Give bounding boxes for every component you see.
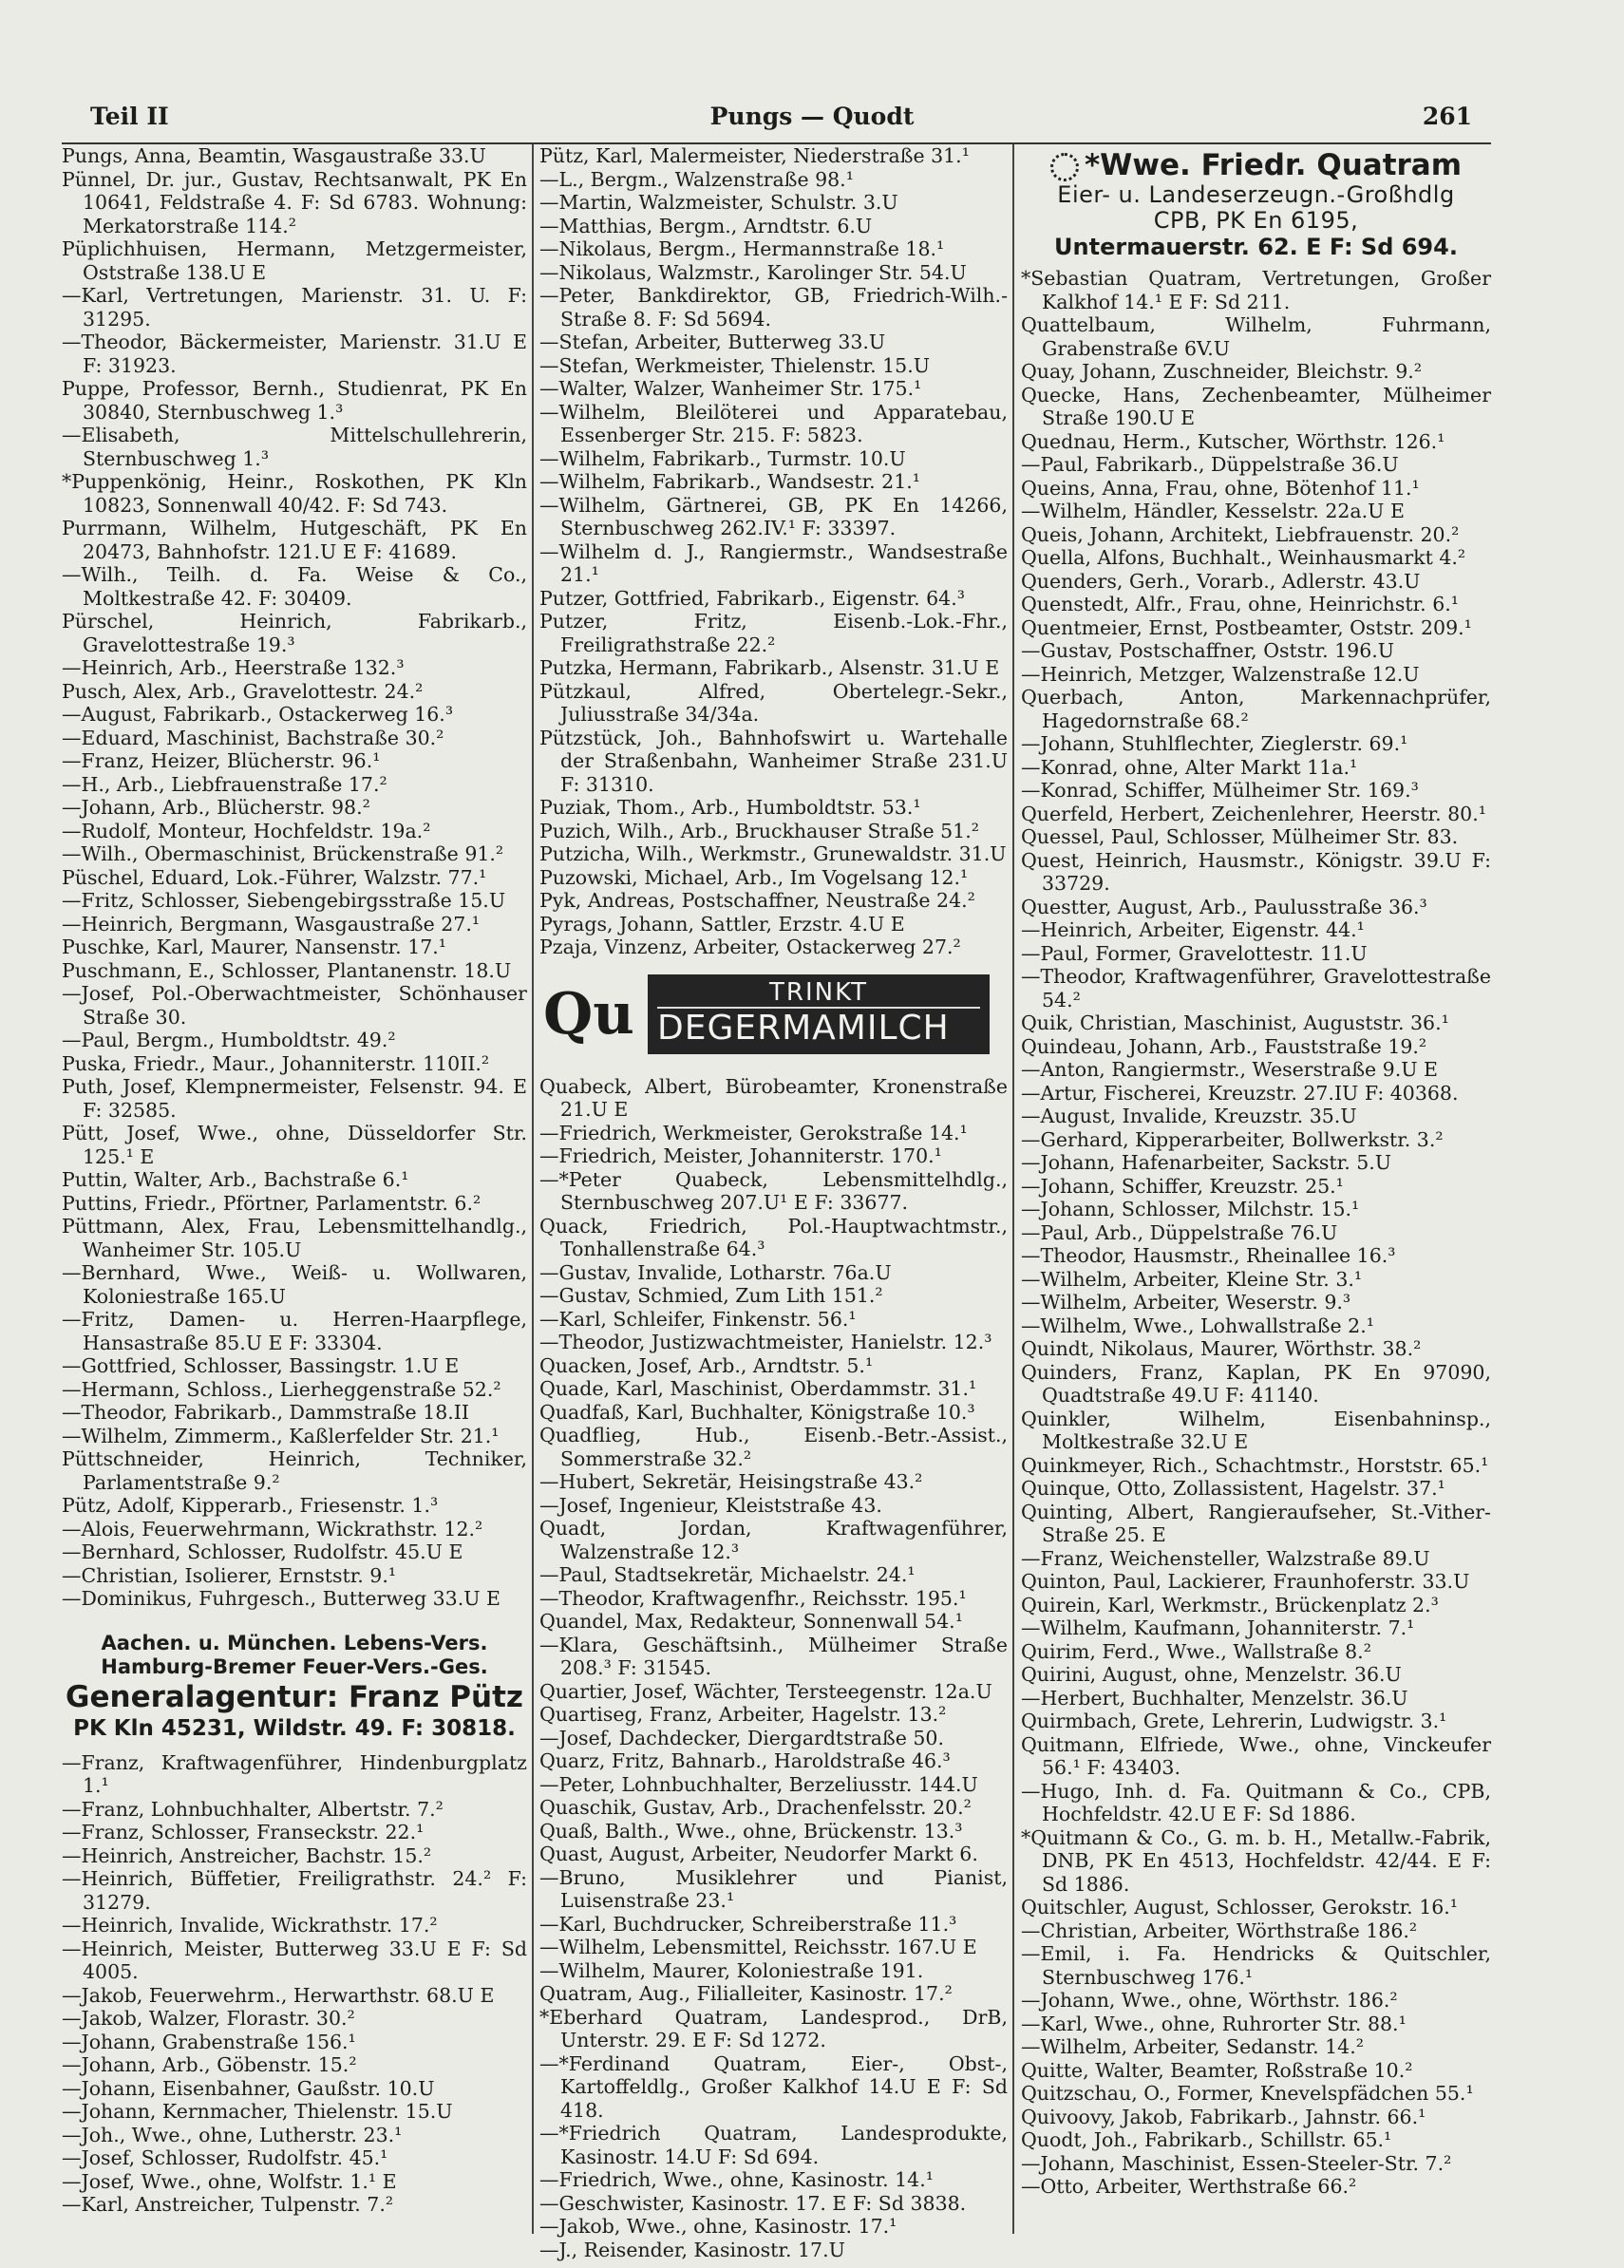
page-range-title: Pungs — Quodt bbox=[709, 103, 915, 130]
directory-entry: —Paul, Fabrikarb., Düppelstraße 36.U bbox=[1021, 453, 1399, 476]
directory-entry: Quitte, Walter, Beamter, Roßstraße 10.² bbox=[1021, 2058, 1413, 2082]
directory-entry: Puzowski, Michael, Arb., Im Vogelsang 12.¹ bbox=[539, 865, 969, 889]
directory-entry: Puttins, Friedr., Pförtner, Parlamentstr. 6.² bbox=[62, 1191, 482, 1215]
ad-title bbox=[1021, 148, 1491, 182]
column-3 bbox=[1021, 144, 1491, 2234]
directory-entry: —Paul, Former, Gravelottestr. 11.U bbox=[1021, 941, 1368, 965]
directory-entry: —Wilh., Obermaschinist, Brückenstraße 91.² bbox=[62, 842, 504, 865]
directory-entry: —Eduard, Maschinist, Bachstraße 30.² bbox=[62, 726, 444, 749]
directory-entry: Quitmann, Elfriede, Wwe., ohne, Vinckeufer 56.¹ F: 43403. bbox=[1021, 1732, 1491, 1779]
column-divider bbox=[1012, 144, 1014, 2234]
directory-entry: Quaschik, Gustav, Arb., Drachenfelsstr. 20.² bbox=[539, 1796, 972, 1819]
directory-entry: —Karl, Anstreicher, Tulpenstr. 7.² bbox=[62, 2193, 394, 2216]
directory-entry: Quinkmeyer, Rich., Schachtmstr., Horststr. 65.¹ bbox=[1021, 1453, 1489, 1477]
directory-entry: —Johann, Wwe., ohne, Wörthstr. 186.² bbox=[1021, 1989, 1398, 2012]
part-label: Teil II bbox=[90, 103, 169, 130]
directory-entry: —Wilhelm, Zimmerm., Kaßlerfelder Str. 21.¹ bbox=[62, 1424, 500, 1447]
directory-entry: Püplichhuisen, Hermann, Metzgermeister, Oststraße 138.U E bbox=[62, 237, 527, 284]
directory-entry: Quivoovy, Jakob, Fabrikarb., Jahnstr. 66.¹ bbox=[1021, 2105, 1426, 2128]
directory-entry: —Anton, Rangiermstr., Weserstraße 9.U E bbox=[1021, 1058, 1438, 1081]
directory-entry: Puth, Josef, Klempnermeister, Felsenstr. 94. E F: 32585. bbox=[62, 1075, 527, 1122]
directory-entry: —Paul, Arb., Düppelstraße 76.U bbox=[1021, 1220, 1338, 1244]
directory-entry: —Peter, Lohnbuchhalter, Berzeliusstr. 144.U bbox=[539, 1772, 978, 1796]
directory-entry: —Wilhelm, Maurer, Koloniestraße 191. bbox=[539, 1958, 924, 1982]
directory-entry: —Paul, Stadtsekretär, Michaelstr. 24.¹ bbox=[539, 1563, 916, 1586]
entry-list bbox=[1021, 267, 1491, 2199]
directory-entry: —Martin, Walzmeister, Schulstr. 3.U bbox=[539, 191, 898, 214]
directory-entry: —Heinrich, Anstreicher, Bachstr. 15.² bbox=[62, 1843, 432, 1867]
directory-entry: Quenders, Gerh., Vorarb., Adlerstr. 43.U bbox=[1021, 569, 1421, 593]
directory-entry: Pützstück, Joh., Bahnhofswirt u. Wartehalle der Straßenbahn, Wanheimer Straße 231.U F: 31310. bbox=[539, 726, 1008, 796]
trademark-ring-icon bbox=[1050, 153, 1079, 181]
directory-entry: Quartiseg, Franz, Arbeiter, Hagelstr. 13.² bbox=[539, 1703, 947, 1726]
directory-entry: —Heinrich, Arb., Heerstraße 132.³ bbox=[62, 656, 405, 679]
directory-entry: —Johann, Eisenbahner, Gaußstr. 10.U bbox=[62, 2076, 435, 2100]
column-1 bbox=[62, 144, 527, 2234]
directory-entry: —Heinrich, Invalide, Wickrathstr. 17.² bbox=[62, 1914, 438, 1937]
directory-entry: —Johann, Schiffer, Kreuzstr. 25.¹ bbox=[1021, 1174, 1344, 1198]
directory-entry: —Wilhelm, Arbeiter, Kleine Str. 3.¹ bbox=[1021, 1267, 1363, 1291]
directory-entry: Quenstedt, Alfr., Frau, ohne, Heinrichstr. 6.¹ bbox=[1021, 593, 1459, 615]
directory-entry: Pusch, Alex, Arb., Gravelottestr. 24.² bbox=[62, 679, 424, 703]
directory-entry: Quay, Johann, Zuschneider, Bleichstr. 9.² bbox=[1021, 360, 1423, 383]
directory-entry: —Friedrich, Meister, Johanniterstr. 170.¹ bbox=[539, 1144, 942, 1167]
directory-entry: —Fritz, Damen- u. Herren-Haarpflege, Hansastraße 85.U E F: 33304. bbox=[62, 1308, 527, 1354]
directory-entry: Puttin, Walter, Arb., Bachstraße 6.¹ bbox=[62, 1168, 409, 1191]
directory-entry: Püttmann, Alex, Frau, Lebensmittelhandlg., Wanheimer Str. 105.U bbox=[62, 1215, 527, 1261]
directory-entry: Pütz, Karl, Malermeister, Niederstraße 31.¹ bbox=[539, 144, 970, 167]
directory-entry: —Wilhelm, Fabrikarb., Wandsestr. 21.¹ bbox=[539, 470, 920, 493]
directory-entry: Puppe, Professor, Bernh., Studienrat, PK En 30840, Sternbuschweg 1.³ bbox=[62, 377, 527, 424]
directory-entry: Quartier, Josef, Wächter, Tersteegenstr. 12a.U bbox=[539, 1679, 992, 1703]
directory-entry: —Gerhard, Kipperarbeiter, Bollwerkstr. 3.² bbox=[1021, 1127, 1444, 1151]
quatram-advertisement bbox=[1021, 148, 1491, 261]
directory-entry: Quatram, Aug., Filialleiter, Kasinostr. 17.² bbox=[539, 1982, 953, 2005]
directory-entry: —Hubert, Sekretär, Heisingstraße 43.² bbox=[539, 1470, 923, 1493]
directory-entry: —Gustav, Postschaffner, Oststr. 196.U bbox=[1021, 639, 1395, 662]
directory-entry: —Johann, Kernmacher, Thielenstr. 15.U bbox=[62, 2100, 453, 2123]
directory-entry: —*Peter Quabeck, Lebensmittelhdlg., Sternbuschweg 207.U¹ E F: 33677. bbox=[539, 1167, 1008, 1214]
directory-entry: —Josef, Schlosser, Rudolfstr. 45.¹ bbox=[62, 2146, 388, 2169]
directory-entry: Questter, August, Arb., Paulusstraße 36.³ bbox=[1021, 895, 1427, 918]
ad-address: PK Kln 45231, Wildstr. 49. F: 30818. bbox=[73, 1715, 516, 1741]
directory-entry: —Franz, Kraftwagenführer, Hindenburgplatz 1.¹ bbox=[62, 1750, 527, 1797]
directory-entry: —*Ferdinand Quatram, Eier-, Obst-, Kartoffeldlg., Großer Kalkhof 14.U E F: Sd 418. bbox=[539, 2051, 1008, 2122]
directory-entry: —Johann, Arb., Göbenstr. 15.² bbox=[62, 2053, 357, 2076]
directory-entry: Putzicha, Wilh., Werkmstr., Grunewaldstr. 31.U bbox=[539, 842, 1007, 865]
directory-entry: Quandel, Max, Redakteur, Sonnenwall 54.¹ bbox=[539, 1610, 963, 1633]
column-divider bbox=[532, 144, 534, 2234]
ad-title-text: *Wwe. Friedr. Quatram bbox=[1084, 148, 1463, 182]
directory-entry: Putzer, Gottfried, Fabrikarb., Eigenstr. 64.³ bbox=[539, 586, 965, 610]
section-heading-qu bbox=[539, 967, 1008, 1062]
directory-entry: Pünnel, Dr. jur., Gustav, Rechtsanwalt, PK En 10641, Feldstraße 4. F: Sd 6783. Wohnung: Merkatorstraße 114.² bbox=[62, 167, 527, 237]
directory-entry: —Bernhard, Wwe., Weiß- u. Wollwaren, Koloniestraße 165.U bbox=[62, 1261, 527, 1308]
directory-entry: Putzka, Hermann, Fabrikarb., Alsenstr. 31.U E bbox=[539, 656, 1000, 679]
directory-entry: —Theodor, Fabrikarb., Dammstraße 18.II bbox=[62, 1401, 469, 1424]
directory-entry: —Theodor, Kraftwagenführer, Gravelottestraße 54.² bbox=[1021, 965, 1491, 1011]
directory-entry: Quessel, Paul, Schlosser, Mülheimer Str. 83. bbox=[1021, 825, 1459, 848]
directory-entry: —Nikolaus, Bergm., Hermannstraße 18.¹ bbox=[539, 237, 945, 260]
directory-entry: Quednau, Herm., Kutscher, Wörthstr. 126.¹ bbox=[1021, 429, 1445, 453]
directory-entry: Quadfaß, Karl, Buchhalter, Königstraße 10.³ bbox=[539, 1400, 975, 1424]
directory-entry: —Peter, Bankdirektor, GB, Friedrich-Wilh.-Straße 8. F: Sd 5694. bbox=[539, 284, 1008, 331]
directory-entry: Pütz, Adolf, Kipperarb., Friesenstr. 1.³ bbox=[62, 1494, 439, 1517]
directory-entry: Puschke, Karl, Maurer, Nansenstr. 17.¹ bbox=[62, 936, 447, 958]
directory-entry: Quinting, Albert, Rangieraufseher, St.-Vither-Straße 25. E bbox=[1021, 1500, 1491, 1546]
directory-entry: Queins, Anna, Frau, ohne, Bötenhof 11.¹ bbox=[1021, 476, 1420, 500]
insurance-advertisement bbox=[62, 1632, 527, 1742]
directory-entry: Querfeld, Herbert, Zeichenlehrer, Heerstr. 80.¹ bbox=[1021, 802, 1486, 825]
directory-entry: —Hugo, Inh. d. Fa. Quitmann & Co., CPB, Hochfeldstr. 42.U E F: Sd 1886. bbox=[1021, 1779, 1491, 1825]
directory-entry: Puschmann, E., Schlosser, Plantanenstr. 18.U bbox=[62, 958, 512, 982]
directory-entry: *Quitmann & Co., G. m. b. H., Metallw.-Fabrik, DNB, PK En 4513, Hochfeldstr. 42/44. E F: Sd 1886. bbox=[1021, 1825, 1491, 1896]
directory-entry: Quindt, Nikolaus, Maurer, Wörthstr. 38.² bbox=[1021, 1337, 1422, 1360]
ad-brand: DEGERMAMILCH bbox=[657, 1007, 980, 1049]
page-number: 261 bbox=[1422, 103, 1472, 130]
directory-entry: —Heinrich, Büffetier, Freiligrathstr. 24.² F: 31279. bbox=[62, 1867, 527, 1914]
directory-entry: —Jakob, Feuerwehrm., Herwarthstr. 68.U E bbox=[62, 1983, 495, 2007]
directory-entry: Quabeck, Albert, Bürobeamter, Kronenstraße 21.U E bbox=[539, 1074, 1008, 1121]
directory-entry: Quaß, Balth., Wwe., ohne, Brückenstr. 13.³ bbox=[539, 1819, 963, 1843]
directory-entry: Quacken, Josef, Arb., Arndtstr. 5.¹ bbox=[539, 1353, 874, 1377]
ad-headline: Generalagentur: Franz Pütz bbox=[66, 1679, 523, 1714]
directory-entry: Purrmann, Wilhelm, Hutgeschäft, PK En 20473, Bahnhofstr. 121.U E F: 41689. bbox=[62, 517, 527, 563]
directory-entry: —Heinrich, Arbeiter, Eigenstr. 44.¹ bbox=[1021, 918, 1365, 941]
directory-entry: Pyk, Andreas, Postschaffner, Neustraße 24.² bbox=[539, 889, 975, 912]
ad-address: Untermauerstr. 62. E F: Sd 694. bbox=[1054, 234, 1458, 260]
directory-entry: —Gustav, Invalide, Lotharstr. 76a.U bbox=[539, 1260, 892, 1284]
directory-entry: —Gustav, Schmied, Zum Lith 151.² bbox=[539, 1284, 883, 1307]
directory-entry: Püschel, Eduard, Lok.-Führer, Walzstr. 77.¹ bbox=[62, 865, 487, 889]
directory-entry: Puzich, Wilh., Arb., Bruckhauser Straße 51.² bbox=[539, 819, 979, 842]
directory-entry: Pzaja, Vinzenz, Arbeiter, Ostackerweg 27.² bbox=[539, 936, 961, 958]
directory-entry: *Puppenkönig, Heinr., Roskothen, PK Kln 10823, Sonnenwall 40/42. F: Sd 743. bbox=[62, 470, 527, 517]
directory-entry: —Gottfried, Schlosser, Bassingstr. 1.U E bbox=[62, 1354, 460, 1377]
directory-entry: —Franz, Lohnbuchhalter, Albertstr. 7.² bbox=[62, 1797, 444, 1821]
directory-entry: —Nikolaus, Walzmstr., Karolinger Str. 54.U bbox=[539, 260, 967, 284]
entry-list bbox=[539, 1075, 1008, 2262]
milk-advertisement bbox=[648, 974, 990, 1054]
directory-entry: —Johann, Schlosser, Milchstr. 15.¹ bbox=[1021, 1198, 1360, 1220]
directory-entry: Queis, Johann, Architekt, Liebfrauenstr. 20.² bbox=[1021, 522, 1460, 546]
entry-list bbox=[539, 144, 1008, 959]
directory-entry: —Wilhelm, Lebensmittel, Reichsstr. 167.U E bbox=[539, 1936, 977, 1958]
directory-entry: —Wilhelm, Händler, Kesselstr. 22a.U E bbox=[1021, 500, 1405, 522]
directory-entry: Querbach, Anton, Markennachprüfer, Hagedornstraße 68.² bbox=[1021, 686, 1491, 732]
directory-entry: —Wilhelm, Arbeiter, Sedanstr. 14.² bbox=[1021, 2035, 1364, 2058]
directory-entry: —Wilh., Teilh. d. Fa. Weise & Co., Moltkestraße 42. F: 30409. bbox=[62, 563, 527, 610]
directory-entry: —Emil, i. Fa. Hendricks & Quitschler, Sternbuschweg 176.¹ bbox=[1021, 1942, 1491, 1989]
ad-line: Eier- u. Landeserzeugn.-Großhdlg bbox=[1057, 181, 1455, 208]
directory-entry: Quast, August, Arbeiter, Neudorfer Markt 6. bbox=[539, 1843, 978, 1865]
directory-entry: Quentmeier, Ernst, Postbeamter, Oststr. 209.¹ bbox=[1021, 615, 1472, 639]
directory-entry: —Theodor, Kraftwagenfhr., Reichsstr. 195.¹ bbox=[539, 1586, 967, 1610]
directory-entry: —Bruno, Musiklehrer und Pianist, Luisenstraße 23.¹ bbox=[539, 1865, 1008, 1912]
directory-entry: —Bernhard, Schlosser, Rudolfstr. 45.U E bbox=[62, 1540, 463, 1563]
directory-entry: —Heinrich, Meister, Butterweg 33.U E F: Sd 4005. bbox=[62, 1937, 527, 1983]
directory-entry: —Johann, Maschinist, Essen-Steeler-Str. 7.² bbox=[1021, 2151, 1452, 2175]
directory-entry: Quarz, Fritz, Bahnarb., Haroldstraße 46.³ bbox=[539, 1749, 951, 1772]
directory-entry: —Wilhelm d. J., Rangiermstr., Wandsestraße 21.¹ bbox=[539, 539, 1008, 586]
directory-entry: Pungs, Anna, Beamtin, Wasgaustraße 33.U bbox=[62, 144, 486, 167]
directory-entry: Pütt, Josef, Wwe., ohne, Düsseldorfer Str. 125.¹ E bbox=[62, 1122, 527, 1168]
directory-entry: *Sebastian Quatram, Vertretungen, Großer Kalkhof 14.¹ E F: Sd 211. bbox=[1021, 267, 1491, 313]
directory-entry: Quella, Alfons, Buchhalt., Weinhausmarkt 4.² bbox=[1021, 546, 1466, 569]
directory-entry: —Karl, Wwe., ohne, Ruhrorter Str. 88.¹ bbox=[1021, 2012, 1407, 2035]
directory-entry: *Eberhard Quatram, Landesprod., DrB, Unterstr. 29. E F: Sd 1272. bbox=[539, 2005, 1008, 2051]
directory-entry: —Franz, Weichensteller, Walzstraße 89.U bbox=[1021, 1546, 1430, 1570]
directory-entry: —Theodor, Justizwachtmeister, Hanielstr. 12.³ bbox=[539, 1331, 992, 1353]
directory-entry: —Stefan, Werkmeister, Thielenstr. 15.U bbox=[539, 353, 930, 377]
directory-entry: —Karl, Schleifer, Finkenstr. 56.¹ bbox=[539, 1307, 857, 1331]
directory-entry: Pürschel, Heinrich, Fabrikarb., Gravelottestraße 19.³ bbox=[62, 610, 527, 656]
directory-entry: —Walter, Walzer, Wanheimer Str. 175.¹ bbox=[539, 377, 922, 400]
directory-entry: —Christian, Arbeiter, Wörthstraße 186.² bbox=[1021, 1918, 1418, 1942]
directory-entry: —Josef, Pol.-Oberwachtmeister, Schönhauser Straße 30. bbox=[62, 982, 527, 1029]
directory-entry: Quest, Heinrich, Hausmstr., Königstr. 39.U F: 33729. bbox=[1021, 848, 1491, 895]
directory-entry: Quadt, Jordan, Kraftwagenführer, Walzenstraße 12.³ bbox=[539, 1517, 1008, 1563]
directory-entry: Quinders, Franz, Kaplan, PK En 97090, Quadtstraße 49.U F: 41140. bbox=[1021, 1360, 1491, 1407]
directory-entry: Quirein, Karl, Werkmstr., Brückenplatz 2.³ bbox=[1021, 1593, 1439, 1616]
directory-entry: Quitzschau, O., Former, Knevelspfädchen 55.¹ bbox=[1021, 2082, 1474, 2105]
directory-entry: Quattelbaum, Wilhelm, Fuhrmann, Grabenstraße 6V.U bbox=[1021, 313, 1491, 360]
column-2 bbox=[539, 144, 1008, 2261]
directory-entry: —Christian, Isolierer, Ernststr. 9.¹ bbox=[62, 1563, 397, 1587]
directory-entry: —August, Fabrikarb., Ostackerweg 16.³ bbox=[62, 703, 454, 726]
directory-entry: —Geschwister, Kasinostr. 17. E F: Sd 3838. bbox=[539, 2191, 967, 2215]
directory-entry: —Dominikus, Fuhrgesch., Butterweg 33.U E bbox=[62, 1587, 501, 1610]
directory-entry: —Fritz, Schlosser, Siebengebirgsstraße 15.U bbox=[62, 889, 506, 912]
directory-entry: Quirmbach, Grete, Lehrerin, Ludwigstr. 3.¹ bbox=[1021, 1710, 1447, 1732]
directory-entry: —Karl, Buchdrucker, Schreiberstraße 11.³ bbox=[539, 1912, 957, 1936]
directory-entry: —Heinrich, Metzger, Walzenstraße 12.U bbox=[1021, 662, 1420, 686]
directory-entry: Quindeau, Johann, Arb., Fauststraße 19.² bbox=[1021, 1034, 1427, 1058]
directory-entry: Quitschler, August, Schlosser, Gerokstr. 16.¹ bbox=[1021, 1896, 1459, 1918]
directory-entry: Quik, Christian, Maschinist, Auguststr. 36.¹ bbox=[1021, 1011, 1449, 1034]
directory-entry: Puziak, Thom., Arb., Humboldtstr. 53.¹ bbox=[539, 796, 921, 819]
directory-entry: —Josef, Ingenieur, Kleiststraße 43. bbox=[539, 1493, 882, 1517]
ad-line: CPB, PK En 6195, bbox=[1153, 207, 1359, 234]
directory-entry: —Wilhelm, Kaufmann, Johanniterstr. 7.¹ bbox=[1021, 1616, 1415, 1639]
ad-line: Aachen. u. München. Lebens-Vers. bbox=[101, 1631, 488, 1654]
section-letters: Qu bbox=[543, 980, 634, 1048]
directory-entry: Quirini, August, ohne, Menzelstr. 36.U bbox=[1021, 1663, 1402, 1686]
directory-entry: —August, Invalide, Kreuzstr. 35.U bbox=[1021, 1105, 1357, 1127]
directory-entry: —Jakob, Walzer, Florastr. 30.² bbox=[62, 2007, 355, 2030]
directory-entry: —Hermann, Schloss., Lierheggenstraße 52.² bbox=[62, 1377, 501, 1401]
directory-entry: —Franz, Schlosser, Franseckstr. 22.¹ bbox=[62, 1821, 425, 1843]
directory-entry: —Heinrich, Bergmann, Wasgaustraße 27.¹ bbox=[62, 912, 481, 936]
directory-entry: —Wilhelm, Gärtnerei, GB, PK En 14266, Sternbuschweg 262.IV.¹ F: 33397. bbox=[539, 493, 1008, 539]
directory-entry: —Paul, Bergm., Humboldtstr. 49.² bbox=[62, 1029, 396, 1051]
directory-entry: —Johann, Stuhlflechter, Zieglerstr. 69.¹ bbox=[1021, 732, 1408, 755]
directory-entry: —Alois, Feuerwehrmann, Wickrathstr. 12.² bbox=[62, 1517, 483, 1540]
directory-entry: —Konrad, Schiffer, Mülheimer Str. 169.³ bbox=[1021, 779, 1419, 802]
directory-entry: —Johann, Arb., Blücherstr. 98.² bbox=[62, 796, 370, 819]
directory-entry: Quade, Karl, Maschinist, Oberdammstr. 31.¹ bbox=[539, 1377, 977, 1400]
directory-entry: —J., Reisender, Kasinostr. 17.U bbox=[539, 2238, 845, 2261]
directory-entry: —Herbert, Buchhalter, Menzelstr. 36.U bbox=[1021, 1686, 1408, 1710]
entry-list bbox=[62, 1751, 527, 2217]
directory-entry: —Jakob, Wwe., ohne, Kasinostr. 17.¹ bbox=[539, 2215, 897, 2238]
directory-entry: Quodt, Joh., Fabrikarb., Schillstr. 65.¹ bbox=[1021, 2128, 1392, 2151]
directory-entry: —Theodor, Bäckermeister, Marienstr. 31.U E F: 31923. bbox=[62, 331, 527, 377]
directory-entry: —Otto, Arbeiter, Werthstraße 66.² bbox=[1021, 2175, 1357, 2198]
directory-entry: —Wilhelm, Arbeiter, Weserstr. 9.³ bbox=[1021, 1291, 1351, 1314]
directory-entry: —Franz, Heizer, Blücherstr. 96.¹ bbox=[62, 749, 381, 772]
directory-entry: —Rudolf, Monteur, Hochfeldstr. 19a.² bbox=[62, 819, 431, 842]
directory-entry: Quinkler, Wilhelm, Eisenbahninsp., Moltkestraße 32.U E bbox=[1021, 1407, 1491, 1453]
directory-entry: Pützkaul, Alfred, Obertelegr.-Sekr., Juliusstraße 34/34a. bbox=[539, 679, 1008, 726]
directory-entry: —Matthias, Bergm., Arndtstr. 6.U bbox=[539, 214, 873, 237]
directory-entry: Pyrags, Johann, Sattler, Erzstr. 4.U E bbox=[539, 912, 905, 936]
directory-entry: —H., Arb., Liebfrauenstraße 17.² bbox=[62, 772, 387, 796]
directory-entry: —Josef, Wwe., ohne, Wolfstr. 1.¹ E bbox=[62, 2169, 397, 2193]
directory-entry: —Friedrich, Wwe., ohne, Kasinostr. 14.¹ bbox=[539, 2168, 934, 2191]
directory-entry: Quinton, Paul, Lackierer, Fraunhoferstr. 33.U bbox=[1021, 1570, 1470, 1593]
directory-entry: —Wilhelm, Wwe., Lohwallstraße 2.¹ bbox=[1021, 1314, 1374, 1337]
directory-entry: Puska, Friedr., Maur., Johanniterstr. 110II.² bbox=[62, 1051, 490, 1075]
ad-line: Hamburg-Bremer Feuer-Vers.-Ges. bbox=[101, 1654, 488, 1678]
directory-entry: —Stefan, Arbeiter, Butterweg 33.U bbox=[539, 331, 886, 353]
directory-entry: Quadflieg, Hub., Eisenb.-Betr.-Assist., Sommerstraße 32.² bbox=[539, 1424, 1008, 1470]
directory-entry: —Johann, Hafenarbeiter, Sackstr. 5.U bbox=[1021, 1151, 1392, 1174]
directory-entry: —Johann, Grabenstraße 156.¹ bbox=[62, 2030, 356, 2053]
directory-entry: Quecke, Hans, Zechenbeamter, Mülheimer Straße 190.U E bbox=[1021, 383, 1491, 429]
entry-list bbox=[62, 144, 527, 1611]
ad-line: TRINKT bbox=[769, 977, 868, 1007]
directory-entry: —Elisabeth, Mittelschullehrerin, Sternbuschweg 1.³ bbox=[62, 424, 527, 470]
directory-entry: —Theodor, Hausmstr., Rheinallee 16.³ bbox=[1021, 1244, 1396, 1267]
directory-entry: —Wilhelm, Fabrikarb., Turmstr. 10.U bbox=[539, 446, 906, 470]
directory-entry: —*Friedrich Quatram, Landesprodukte, Kasinostr. 14.U F: Sd 694. bbox=[539, 2122, 1008, 2168]
directory-entry: —Klara, Geschäftsinh., Mülheimer Straße 208.³ F: 31545. bbox=[539, 1633, 1008, 1679]
directory-entry: —Friedrich, Werkmeister, Gerokstraße 14.¹ bbox=[539, 1121, 968, 1144]
directory-entry: —Karl, Vertretungen, Marienstr. 31. U. F: 31295. bbox=[62, 284, 527, 331]
directory-entry: —Konrad, ohne, Alter Markt 11a.¹ bbox=[1021, 755, 1358, 779]
directory-entry: Püttschneider, Heinrich, Techniker, Parlamentstraße 9.² bbox=[62, 1447, 527, 1494]
directory-entry: —Joh., Wwe., ohne, Lutherstr. 23.¹ bbox=[62, 2123, 403, 2146]
directory-entry: Quirim, Ferd., Wwe., Wallstraße 8.² bbox=[1021, 1639, 1371, 1663]
directory-entry: —Wilhelm, Bleilöterei und Apparatebau, Essenberger Str. 215. F: 5823. bbox=[539, 400, 1008, 446]
directory-entry: Quack, Friedrich, Pol.-Hauptwachtmstr., Tonhallenstraße 64.³ bbox=[539, 1214, 1008, 1260]
directory-entry: Putzer, Fritz, Eisenb.-Lok.-Fhr., Freiligrathstraße 22.² bbox=[539, 610, 1008, 656]
directory-entry: —Josef, Dachdecker, Diergardtstraße 50. bbox=[539, 1726, 944, 1749]
directory-entry: Quinque, Otto, Zollassistent, Hagelstr. 37.¹ bbox=[1021, 1477, 1445, 1500]
directory-entry: —Artur, Fischerei, Kreuzstr. 27.IU F: 40368. bbox=[1021, 1081, 1459, 1105]
directory-entry: —L., Bergm., Walzenstraße 98.¹ bbox=[539, 167, 854, 191]
